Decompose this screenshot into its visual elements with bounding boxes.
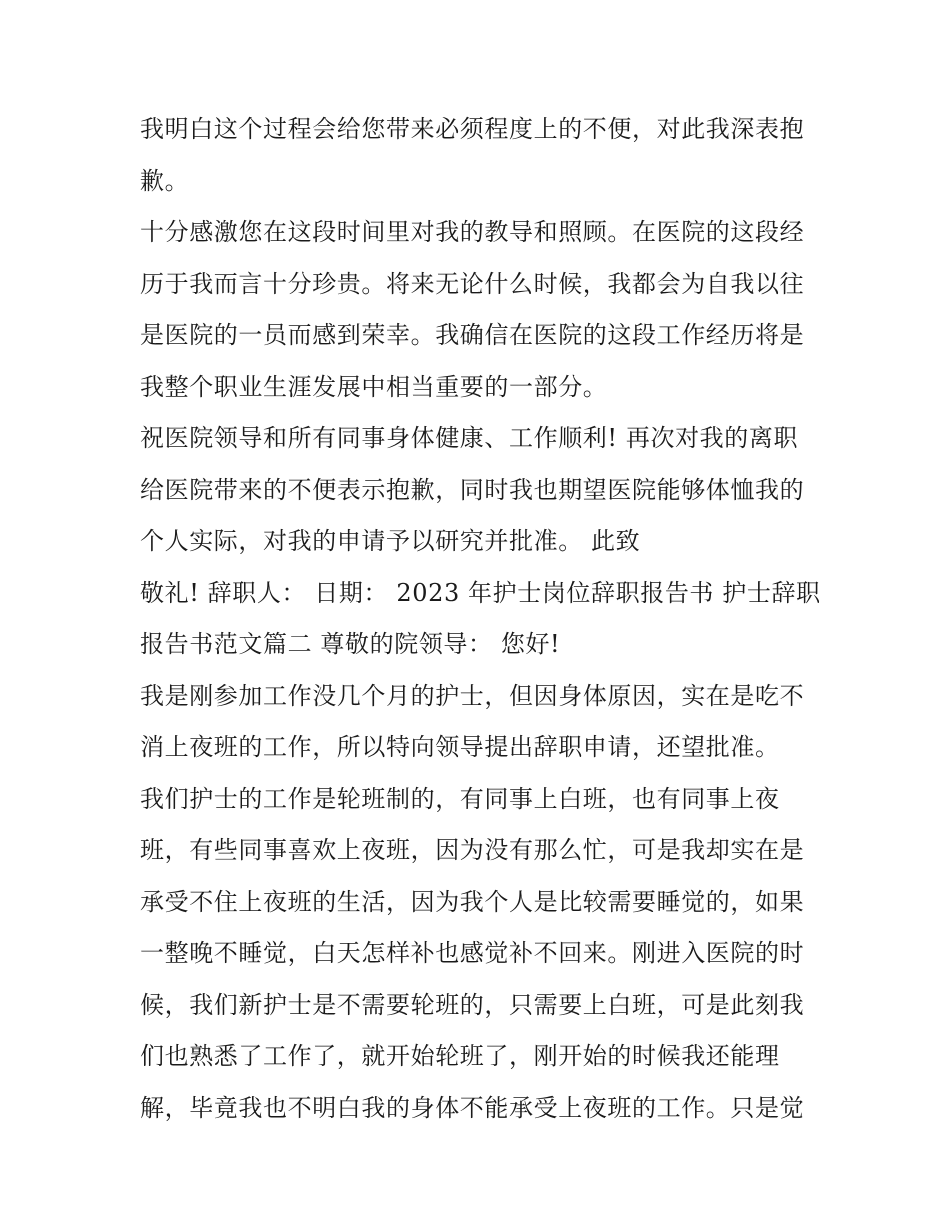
text-line: 我明白这个过程会给您带来必须程度上的不便，对此我深表抱 <box>140 115 805 143</box>
text-line: 一整晚不睡觉，白天怎样补也感觉补不回来。刚进入医院的时 <box>140 939 805 967</box>
text-line: 们也熟悉了工作了，就开始轮班了，刚开始的时候我还能理 <box>140 1042 780 1070</box>
text-line: 承受不住上夜班的生活，因为我个人是比较需要睡觉的，如果 <box>140 887 805 916</box>
text-line: 我是刚参加工作没几个月的护士，但因身体原因，实在是吃不 <box>140 681 805 710</box>
text-line: 历于我而言十分珍贵。将来无论什么时候，我都会为自我以往 <box>140 269 805 298</box>
text-line: 个人实际，对我的申请予以研究并批准。 此致 <box>140 527 641 555</box>
text-line: 我们护士的工作是轮班制的，有同事上白班，也有同事上夜 <box>140 784 780 813</box>
text-line: 解，毕竟我也不明白我的身体不能承受上夜班的工作。只是觉 <box>140 1093 805 1122</box>
text-line: 报告书范文篇二 尊敬的院领导： 您好! <box>140 630 561 658</box>
text-line: 消上夜班的工作，所以特向领导提出辞职申请，还望批准。 <box>140 733 780 761</box>
text-line: 我整个职业生涯发展中相当重要的一部分。 <box>140 372 608 401</box>
text-line: 班，有些同事喜欢上夜班，因为没有那么忙，可是我却实在是 <box>140 836 805 864</box>
text-line: 歉。 <box>140 166 190 195</box>
text-line: 十分感激您在这段时间里对我的教导和照顾。在医院的这段经 <box>140 218 805 246</box>
text-line: 候，我们新护士是不需要轮班的，只需要上白班，可是此刻我 <box>140 990 805 1019</box>
text-line: 给医院带来的不便表示抱歉，同时我也期望医院能够体恤我的 <box>140 475 805 504</box>
document-body <box>140 104 820 1134</box>
text-line: 祝医院领导和所有同事身体健康、工作顺利! 再次对我的离职 <box>140 424 799 452</box>
text-line: 敬礼! 辞职人： 日期： 2023 年护士岗位辞职报告书 护士辞职 <box>140 578 821 607</box>
text-line: 是医院的一员而感到荣幸。我确信在医院的这段工作经历将是 <box>140 321 805 349</box>
